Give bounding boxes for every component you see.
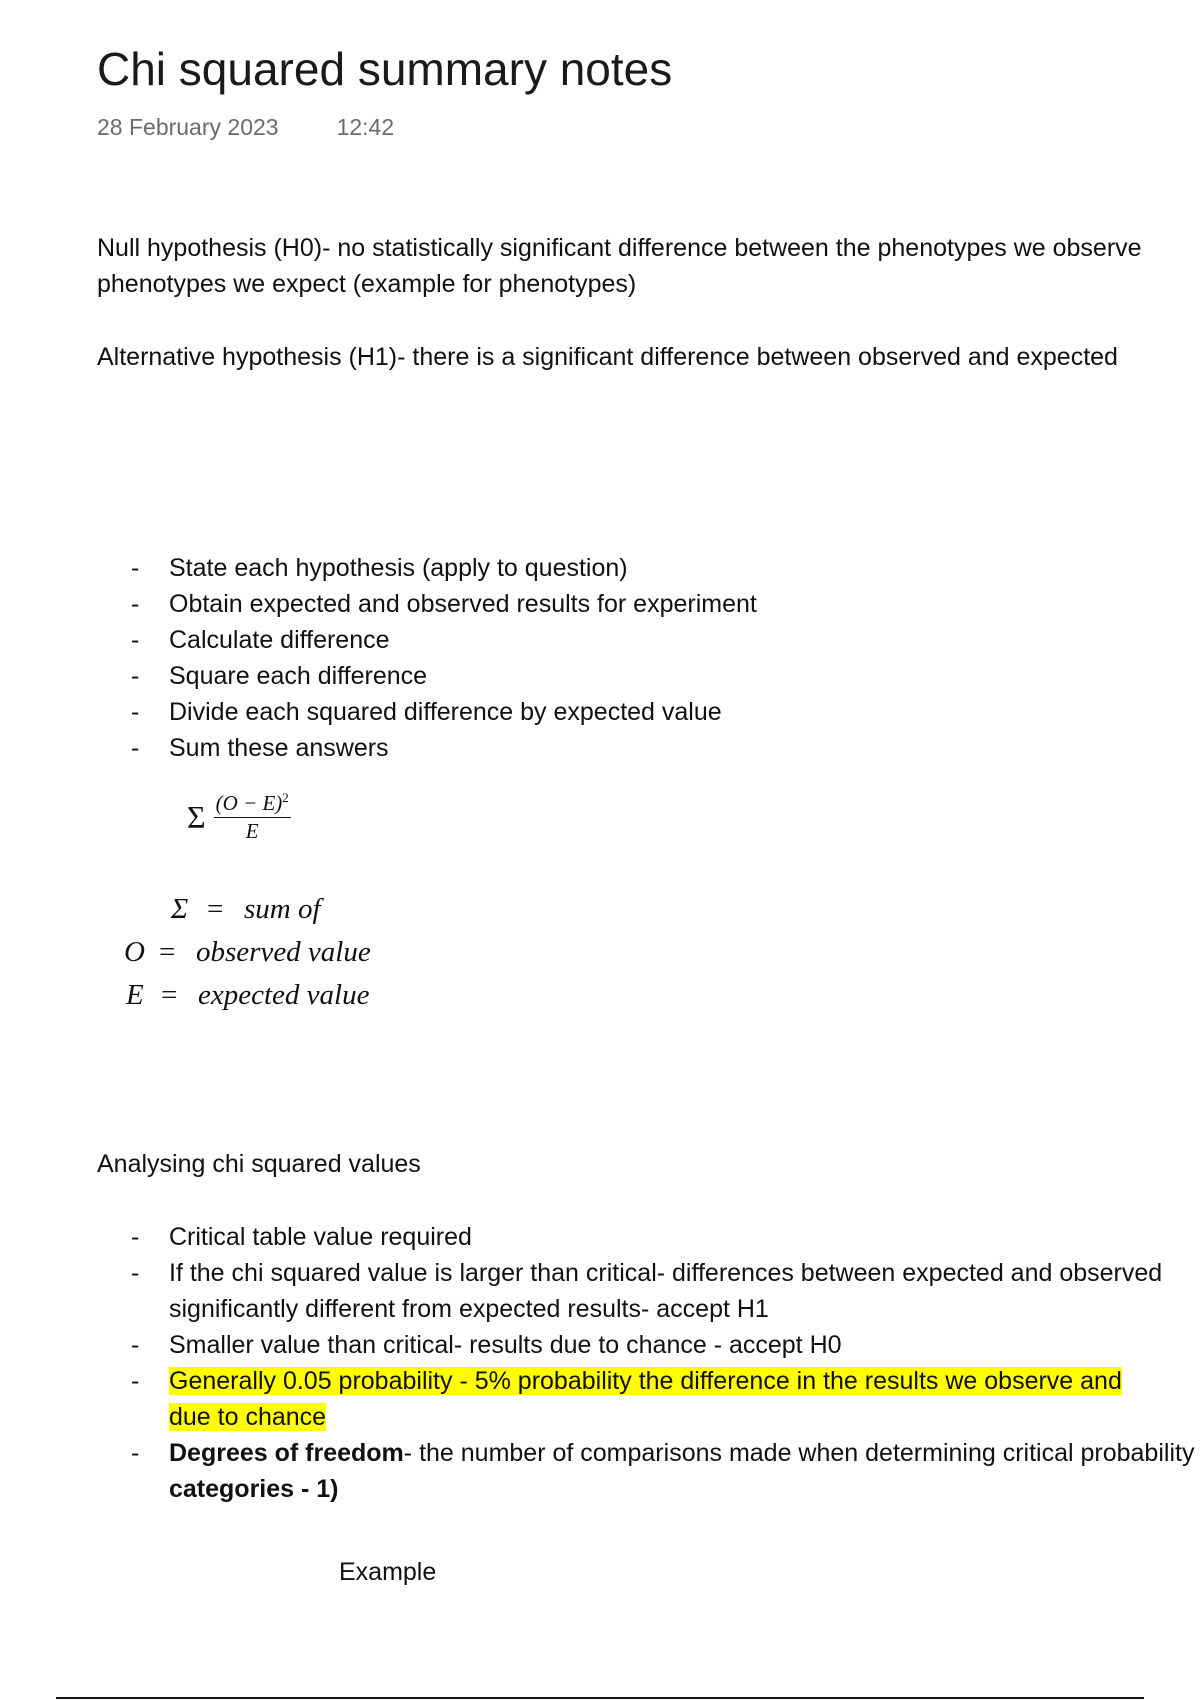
list-item-text: Critical table value required	[169, 1223, 472, 1251]
null-hypothesis-line-1: Null hypothesis (H0)- no statistically significant difference between the phenotypes we observe	[97, 234, 1142, 262]
note-metadata	[97, 114, 394, 141]
analysing-list	[0, 1219, 1194, 1507]
numerator-text: (O − E)	[215, 791, 283, 815]
formula-denominator: E	[245, 819, 259, 843]
null-hypothesis	[97, 230, 1142, 302]
definition-meaning: sum of	[244, 893, 321, 925]
null-hypothesis-line-2: phenotypes we expect (example for phenotypes)	[97, 270, 637, 298]
list-item-text: - the number of comparisons made when determining critical probability	[403, 1439, 1195, 1467]
bullet-dash: -	[131, 1223, 140, 1251]
page-divider	[56, 1697, 1144, 1699]
definition-symbol: O	[124, 936, 145, 968]
bullet-dash: -	[131, 590, 140, 618]
list-item	[0, 1255, 1194, 1327]
list-item-text: Calculate difference	[169, 626, 390, 654]
bullet-dash: -	[131, 1259, 140, 1287]
definition-symbol: Σ	[171, 893, 189, 925]
sigma-symbol: Σ	[187, 798, 206, 835]
list-item	[0, 550, 757, 586]
bullet-dash: -	[131, 626, 140, 654]
list-item-text: Sum these answers	[169, 734, 389, 762]
list-item-text: Square each difference	[169, 662, 428, 690]
list-item	[0, 730, 757, 766]
definition-symbol: E	[126, 979, 144, 1011]
bullet-dash: -	[131, 734, 140, 762]
formula-exponent: 2	[282, 790, 289, 805]
formula-fraction	[214, 790, 291, 844]
bold-term: Degrees of freedom	[169, 1439, 404, 1467]
bullet-dash: -	[131, 1367, 140, 1395]
chi-squared-formula	[187, 790, 291, 844]
page-title: Chi squared summary notes	[97, 43, 673, 95]
list-item	[0, 622, 757, 658]
list-item-text-continued: significantly different from expected results- accept H1	[169, 1295, 769, 1323]
list-item	[0, 1219, 1194, 1255]
definition-equals: =	[159, 936, 176, 968]
definition-meaning: expected value	[198, 979, 370, 1011]
list-item-text: Smaller value than critical- results due to chance - accept H0	[169, 1331, 842, 1359]
list-item	[0, 694, 757, 730]
list-item-text: If the chi squared value is larger than critical- differences between expected and observed	[169, 1259, 1163, 1287]
list-item-text: Divide each squared difference by expected value	[169, 698, 722, 726]
example-label: Example	[339, 1558, 437, 1586]
highlighted-text-continued: due to chance	[169, 1403, 327, 1431]
alternative-hypothesis: Alternative hypothesis (H1)- there is a significant difference between observed and expected	[97, 343, 1118, 371]
definition-equals: =	[161, 979, 178, 1011]
list-item-text: Obtain expected and observed results for experiment	[169, 590, 757, 618]
definition-equals: =	[207, 893, 224, 925]
list-item	[0, 1327, 1194, 1363]
definition-meaning: observed value	[196, 936, 371, 968]
bullet-dash: -	[131, 662, 140, 690]
bullet-dash: -	[131, 554, 140, 582]
bold-term-continued: categories - 1)	[169, 1475, 339, 1503]
list-item	[0, 1435, 1194, 1507]
highlighted-text: Generally 0.05 probability - 5% probability the difference in the results we observe and	[169, 1367, 1122, 1395]
list-item	[0, 586, 757, 622]
list-item	[0, 658, 757, 694]
steps-list	[0, 550, 757, 766]
bullet-dash: -	[131, 1439, 140, 1467]
bullet-dash: -	[131, 698, 140, 726]
bullet-dash: -	[131, 1331, 140, 1359]
formula-numerator	[214, 790, 291, 818]
note-date: 28 February 2023	[97, 114, 279, 140]
list-item	[0, 1363, 1194, 1435]
analysing-heading: Analysing chi squared values	[97, 1150, 421, 1178]
note-time: 12:42	[336, 114, 395, 140]
list-item-text: State each hypothesis (apply to question)	[169, 554, 628, 582]
